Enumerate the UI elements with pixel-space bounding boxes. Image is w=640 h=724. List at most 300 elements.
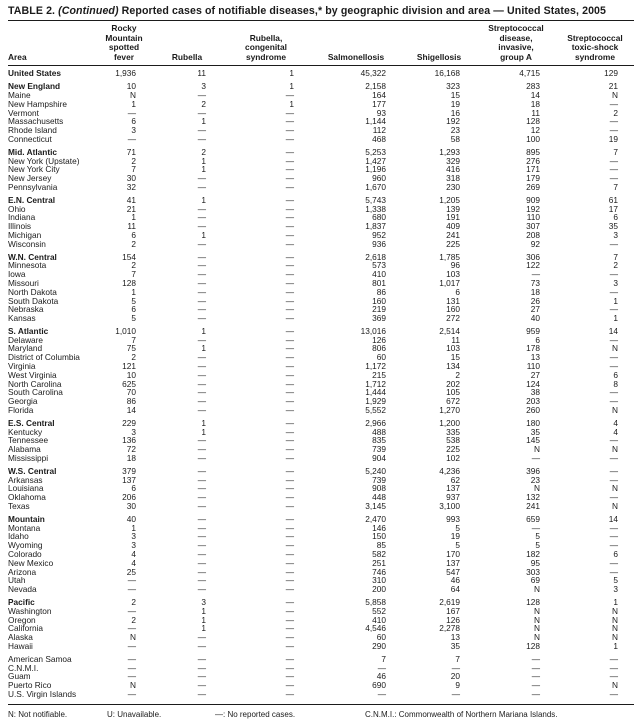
area-cell: Wisconsin [8, 238, 46, 249]
table-row [8, 135, 634, 144]
value-cell-rocky-mountain-spotted-fever: 1 [131, 98, 136, 109]
value-cell-rubella-congenital-syndrome: — [285, 513, 294, 524]
area-cell: Washington [8, 605, 52, 616]
value-cell-streptococcal-disease-invasive-group-a: 69 [530, 575, 540, 586]
table-row [8, 100, 634, 109]
value-cell-streptococcal-toxic-shock-syndrome: 1 [613, 640, 618, 651]
value-cell-rubella: — [197, 501, 206, 512]
value-cell-rubella: — [197, 453, 206, 464]
value-cell-rubella-congenital-syndrome: — [285, 164, 294, 175]
value-cell-rubella-congenital-syndrome: — [285, 352, 294, 363]
value-cell-rubella-congenital-syndrome: — [285, 435, 294, 446]
table-group [8, 651, 634, 704]
value-cell-salmonellosis: 150 [372, 531, 386, 542]
table-row [8, 205, 634, 214]
value-cell-streptococcal-disease-invasive-group-a: 128 [526, 597, 540, 607]
area-cell: United States [8, 68, 62, 79]
value-cell-rubella-congenital-syndrome: — [285, 584, 294, 595]
value-cell-rubella-congenital-syndrome: — [285, 260, 294, 271]
value-cell-rubella: — [197, 640, 206, 651]
area-cell: New York (Upstate) [8, 155, 80, 166]
value-cell-rubella-congenital-syndrome: — [285, 557, 294, 568]
value-cell-rocky-mountain-spotted-fever: 136 [122, 435, 136, 446]
table-row [8, 270, 634, 279]
value-cell-streptococcal-disease-invasive-group-a: 192 [526, 203, 540, 214]
value-cell-streptococcal-disease-invasive-group-a: N [534, 605, 540, 616]
value-cell-shigellosis: 5 [455, 522, 460, 533]
value-cell-shigellosis: 170 [446, 549, 460, 560]
value-cell-streptococcal-disease-invasive-group-a: N [534, 483, 540, 494]
value-cell-rocky-mountain-spotted-fever: — [127, 107, 136, 118]
value-cell-salmonellosis: 60 [376, 352, 386, 363]
value-cell-streptococcal-toxic-shock-syndrome: — [609, 304, 618, 315]
value-cell-rubella-congenital-syndrome: — [285, 417, 294, 428]
value-cell-salmonellosis: 806 [372, 343, 386, 354]
area-cell: Missouri [8, 277, 39, 288]
value-cell-rubella: 1 [201, 194, 206, 205]
table-footnotes [8, 710, 634, 724]
value-cell-shigellosis: 6 [455, 286, 460, 297]
value-cell-rubella: — [197, 221, 206, 232]
value-cell-streptococcal-toxic-shock-syndrome: N [612, 605, 618, 616]
table-row [8, 371, 634, 380]
value-cell-streptococcal-toxic-shock-syndrome: 7 [613, 251, 618, 262]
value-cell-streptococcal-disease-invasive-group-a: — [531, 688, 540, 699]
value-cell-streptococcal-toxic-shock-syndrome: N [612, 501, 618, 512]
value-cell-rocky-mountain-spotted-fever: — [127, 653, 136, 664]
area-cell: Alaska [8, 632, 33, 643]
value-cell-rubella: — [197, 575, 206, 586]
table-group [8, 144, 634, 192]
area-cell: E.N. Central [8, 194, 56, 205]
area-cell: Colorado [8, 549, 42, 560]
area-cell: California [8, 623, 44, 634]
value-cell-streptococcal-toxic-shock-syndrome: 1 [613, 597, 618, 607]
value-cell-salmonellosis: 86 [376, 286, 386, 297]
value-cell-streptococcal-toxic-shock-syndrome: — [609, 435, 618, 446]
value-cell-streptococcal-disease-invasive-group-a: 122 [526, 260, 540, 271]
value-cell-shigellosis: 137 [446, 557, 460, 568]
area-cell: Iowa [8, 269, 26, 280]
value-cell-rocky-mountain-spotted-fever: 32 [126, 181, 136, 192]
table-row [8, 541, 634, 550]
area-cell: U.S. Virgin Islands [8, 688, 77, 699]
value-cell-shigellosis: 318 [446, 173, 460, 184]
table-row [8, 336, 634, 345]
value-cell-shigellosis: 1,017 [439, 277, 460, 288]
value-cell-shigellosis: 225 [446, 238, 460, 249]
value-cell-streptococcal-toxic-shock-syndrome: — [609, 238, 618, 249]
area-cell: West Virginia [8, 369, 57, 380]
value-cell-rocky-mountain-spotted-fever: 1 [131, 286, 136, 297]
value-cell-shigellosis: 46 [450, 575, 460, 586]
value-cell-rocky-mountain-spotted-fever: 2 [131, 155, 136, 166]
value-cell-shigellosis: 409 [446, 221, 460, 232]
value-cell-shigellosis: 96 [450, 260, 460, 271]
value-cell-rubella: — [197, 435, 206, 446]
value-cell-rocky-mountain-spotted-fever: 25 [126, 566, 136, 577]
column-header-rubella-congenital-syndrome: Rubella, congenital syndrome [222, 21, 310, 66]
value-cell-rubella-congenital-syndrome: — [285, 212, 294, 223]
value-cell-salmonellosis: 251 [372, 557, 386, 568]
value-cell-streptococcal-disease-invasive-group-a: 38 [530, 387, 540, 398]
value-cell-streptococcal-disease-invasive-group-a: 4,715 [519, 68, 540, 79]
table-row [8, 493, 634, 502]
value-cell-salmonellosis: 215 [372, 369, 386, 380]
value-cell-rocky-mountain-spotted-fever: 7 [131, 334, 136, 345]
table-row [8, 174, 634, 183]
value-cell-shigellosis: 202 [446, 378, 460, 389]
value-cell-rubella: 1 [201, 325, 206, 336]
value-cell-rocky-mountain-spotted-fever: 4 [131, 549, 136, 560]
value-cell-streptococcal-disease-invasive-group-a: 182 [526, 549, 540, 560]
value-cell-salmonellosis: 1,338 [365, 203, 386, 214]
value-cell-salmonellosis: 2,158 [365, 81, 386, 92]
value-cell-streptococcal-toxic-shock-syndrome: 61 [608, 194, 618, 205]
value-cell-salmonellosis: 801 [372, 277, 386, 288]
area-cell: C.N.M.I. [8, 662, 39, 673]
value-cell-shigellosis: 323 [446, 81, 460, 92]
value-cell-shigellosis: 1,270 [439, 405, 460, 416]
table-group [8, 66, 634, 78]
value-cell-streptococcal-disease-invasive-group-a: 128 [526, 640, 540, 651]
column-header-rocky-mountain-spotted-fever: Rocky Mountain spotted fever [96, 21, 152, 66]
area-cell: Indiana [8, 212, 36, 223]
value-cell-streptococcal-disease-invasive-group-a: N [534, 444, 540, 455]
value-cell-salmonellosis: 1,837 [365, 221, 386, 232]
value-cell-rubella: — [197, 107, 206, 118]
value-cell-salmonellosis: 46 [376, 671, 386, 682]
value-cell-shigellosis: 2,278 [439, 623, 460, 634]
value-cell-rubella-congenital-syndrome: — [285, 181, 294, 192]
value-cell-rocky-mountain-spotted-fever: 1 [131, 522, 136, 533]
value-cell-streptococcal-disease-invasive-group-a: N [534, 623, 540, 634]
table-header [8, 21, 634, 66]
value-cell-shigellosis: 1,200 [439, 417, 460, 428]
area-cell: Nebraska [8, 304, 44, 315]
value-cell-rocky-mountain-spotted-fever: 1 [131, 212, 136, 223]
value-cell-streptococcal-toxic-shock-syndrome: 2 [613, 107, 618, 118]
area-cell: South Dakota [8, 295, 59, 306]
value-cell-streptococcal-toxic-shock-syndrome: 6 [613, 549, 618, 560]
value-cell-rocky-mountain-spotted-fever: 7 [131, 269, 136, 280]
value-cell-streptococcal-toxic-shock-syndrome: — [609, 387, 618, 398]
value-cell-rocky-mountain-spotted-fever: 40 [126, 513, 136, 524]
value-cell-streptococcal-disease-invasive-group-a: 895 [526, 146, 540, 157]
table-group [8, 415, 634, 463]
value-cell-rubella: 1 [201, 426, 206, 437]
value-cell-rubella-congenital-syndrome: — [285, 405, 294, 416]
table-title-prefix: TABLE 2. [8, 5, 56, 17]
value-cell-streptococcal-disease-invasive-group-a: 95 [530, 557, 540, 568]
value-cell-streptococcal-disease-invasive-group-a: 26 [530, 295, 540, 306]
value-cell-salmonellosis: 13,016 [360, 325, 386, 336]
table-row [8, 305, 634, 314]
area-cell: Delaware [8, 334, 44, 345]
value-cell-rubella-congenital-syndrome: — [285, 632, 294, 643]
value-cell-rubella: — [197, 396, 206, 407]
value-cell-streptococcal-disease-invasive-group-a: 124 [526, 378, 540, 389]
value-cell-rocky-mountain-spotted-fever: 4 [131, 557, 136, 568]
value-cell-shigellosis: 131 [446, 295, 460, 306]
value-cell-salmonellosis: 1,144 [365, 116, 386, 127]
value-cell-shigellosis: 102 [446, 453, 460, 464]
value-cell-rubella-congenital-syndrome: — [285, 614, 294, 625]
area-cell: Hawaii [8, 640, 33, 651]
value-cell-salmonellosis: 219 [372, 304, 386, 315]
value-cell-rubella: 3 [201, 597, 206, 607]
value-cell-shigellosis: 272 [446, 313, 460, 324]
value-cell-rocky-mountain-spotted-fever: 6 [131, 229, 136, 240]
value-cell-streptococcal-disease-invasive-group-a: 208 [526, 229, 540, 240]
value-cell-streptococcal-disease-invasive-group-a: 269 [526, 181, 540, 192]
value-cell-salmonellosis: 2,470 [365, 513, 386, 524]
area-cell: Illinois [8, 221, 32, 232]
value-cell-salmonellosis: 552 [372, 605, 386, 616]
value-cell-streptococcal-toxic-shock-syndrome: 3 [613, 229, 618, 240]
value-cell-rocky-mountain-spotted-fever: 3 [131, 125, 136, 136]
value-cell-shigellosis: 16 [450, 107, 460, 118]
area-cell: Utah [8, 575, 26, 586]
value-cell-rocky-mountain-spotted-fever: 1,936 [115, 68, 136, 79]
area-cell: Alabama [8, 444, 41, 455]
value-cell-rubella: — [197, 465, 206, 476]
value-cell-rubella: — [197, 251, 206, 262]
area-cell: Ohio [8, 203, 26, 214]
value-cell-rocky-mountain-spotted-fever: N [130, 89, 136, 100]
table-row [8, 323, 634, 336]
value-cell-streptococcal-toxic-shock-syndrome: — [609, 98, 618, 109]
value-cell-rubella-congenital-syndrome: — [285, 575, 294, 586]
value-cell-rocky-mountain-spotted-fever: 229 [122, 417, 136, 428]
area-cell: Kentucky [8, 426, 43, 437]
value-cell-rubella-congenital-syndrome: — [285, 474, 294, 485]
value-cell-streptococcal-toxic-shock-syndrome: 1 [613, 313, 618, 324]
value-cell-streptococcal-toxic-shock-syndrome: 14 [608, 513, 618, 524]
value-cell-rubella: 1 [201, 155, 206, 166]
value-cell-streptococcal-disease-invasive-group-a: 13 [530, 352, 540, 363]
value-cell-salmonellosis: 1,427 [365, 155, 386, 166]
value-cell-rubella-congenital-syndrome: — [285, 221, 294, 232]
value-cell-rocky-mountain-spotted-fever: 75 [126, 343, 136, 354]
table-row [8, 126, 634, 135]
value-cell-shigellosis: 993 [446, 513, 460, 524]
value-cell-streptococcal-disease-invasive-group-a: 128 [526, 116, 540, 127]
value-cell-rubella: — [197, 584, 206, 595]
value-cell-rubella-congenital-syndrome: — [285, 465, 294, 476]
value-cell-rubella: — [197, 269, 206, 280]
value-cell-rubella-congenital-syndrome: — [285, 238, 294, 249]
table-row [8, 436, 634, 445]
value-cell-rubella: — [197, 173, 206, 184]
table-group [8, 249, 634, 323]
value-cell-rocky-mountain-spotted-fever: 6 [131, 483, 136, 494]
value-cell-rubella: 1 [201, 116, 206, 127]
value-cell-streptococcal-disease-invasive-group-a: 909 [526, 194, 540, 205]
table-row [8, 511, 634, 524]
value-cell-rubella: — [197, 540, 206, 551]
table-row [8, 222, 634, 231]
table-row [8, 502, 634, 511]
value-cell-streptococcal-toxic-shock-syndrome: — [609, 662, 618, 673]
area-cell: S. Atlantic [8, 325, 49, 336]
value-cell-streptococcal-disease-invasive-group-a: 5 [535, 540, 540, 551]
value-cell-shigellosis: 13 [450, 632, 460, 643]
value-cell-rocky-mountain-spotted-fever: 30 [126, 501, 136, 512]
table-row [8, 192, 634, 205]
value-cell-rubella-congenital-syndrome: — [285, 680, 294, 691]
value-cell-rocky-mountain-spotted-fever: — [127, 133, 136, 144]
value-cell-streptococcal-toxic-shock-syndrome: 6 [613, 369, 618, 380]
value-cell-streptococcal-disease-invasive-group-a: 23 [530, 474, 540, 485]
value-cell-rubella-congenital-syndrome: — [285, 251, 294, 262]
value-cell-rocky-mountain-spotted-fever: 379 [122, 465, 136, 476]
area-cell: American Samoa [8, 653, 72, 664]
value-cell-rubella-congenital-syndrome: — [285, 155, 294, 166]
value-cell-shigellosis: 547 [446, 566, 460, 577]
value-cell-rubella-congenital-syndrome: — [285, 396, 294, 407]
value-cell-shigellosis: 16,168 [434, 68, 460, 79]
value-cell-rocky-mountain-spotted-fever: 14 [126, 405, 136, 416]
column-header-area: Area [8, 21, 96, 66]
footnote-unavailable: U: Unavailable. [107, 709, 162, 719]
value-cell-salmonellosis: 936 [372, 238, 386, 249]
value-cell-salmonellosis: 582 [372, 549, 386, 560]
value-cell-rubella-congenital-syndrome: — [285, 194, 294, 205]
value-cell-streptococcal-toxic-shock-syndrome: 3 [613, 584, 618, 595]
value-cell-rubella-congenital-syndrome: — [285, 492, 294, 503]
value-cell-rocky-mountain-spotted-fever: — [127, 688, 136, 699]
value-cell-streptococcal-disease-invasive-group-a: N [534, 614, 540, 625]
value-cell-rubella: — [197, 89, 206, 100]
value-cell-shigellosis: 64 [450, 584, 460, 595]
value-cell-streptococcal-disease-invasive-group-a: — [531, 671, 540, 682]
area-cell: Mississippi [8, 453, 49, 464]
value-cell-streptococcal-toxic-shock-syndrome: N [612, 343, 618, 354]
value-cell-streptococcal-toxic-shock-syndrome: 17 [608, 203, 618, 214]
value-cell-streptococcal-disease-invasive-group-a: — [531, 680, 540, 691]
value-cell-shigellosis: 9 [455, 680, 460, 691]
value-cell-rocky-mountain-spotted-fever: 2 [131, 614, 136, 625]
area-cell: New York City [8, 164, 60, 175]
value-cell-salmonellosis: 960 [372, 173, 386, 184]
table-row [8, 484, 634, 493]
value-cell-streptococcal-toxic-shock-syndrome: N [612, 614, 618, 625]
value-cell-rubella-congenital-syndrome: — [285, 453, 294, 464]
value-cell-salmonellosis: 310 [372, 575, 386, 586]
value-cell-rubella: 1 [201, 229, 206, 240]
value-cell-streptococcal-toxic-shock-syndrome: — [609, 492, 618, 503]
value-cell-rubella: 11 [197, 68, 206, 79]
area-cell: Minnesota [8, 260, 47, 271]
column-header-streptococcal-toxic-shock-syndrome: Streptococcal toxic-shock syndrome [556, 21, 634, 66]
value-cell-rocky-mountain-spotted-fever: 3 [131, 426, 136, 437]
area-cell: New Jersey [8, 173, 52, 184]
value-cell-rocky-mountain-spotted-fever: 10 [126, 369, 136, 380]
value-cell-salmonellosis: 488 [372, 426, 386, 437]
value-cell-rocky-mountain-spotted-fever: 5 [131, 313, 136, 324]
value-cell-rubella-congenital-syndrome: — [285, 597, 294, 607]
value-cell-shigellosis: 126 [446, 614, 460, 625]
value-cell-salmonellosis: 573 [372, 260, 386, 271]
value-cell-salmonellosis: 2,966 [365, 417, 386, 428]
table-row [8, 117, 634, 126]
value-cell-shigellosis: 134 [446, 361, 460, 372]
value-cell-rubella-congenital-syndrome: — [285, 125, 294, 136]
value-cell-rubella: — [197, 277, 206, 288]
value-cell-rubella-congenital-syndrome: — [285, 444, 294, 455]
value-cell-shigellosis: 191 [446, 212, 460, 223]
value-cell-rubella: — [197, 260, 206, 271]
value-cell-rocky-mountain-spotted-fever: — [127, 662, 136, 673]
value-cell-streptococcal-toxic-shock-syndrome: — [609, 557, 618, 568]
value-cell-streptococcal-toxic-shock-syndrome: — [609, 361, 618, 372]
value-cell-streptococcal-toxic-shock-syndrome: — [609, 396, 618, 407]
value-cell-rubella-congenital-syndrome: — [285, 501, 294, 512]
value-cell-rocky-mountain-spotted-fever: — [127, 584, 136, 595]
value-cell-rocky-mountain-spotted-fever: 10 [126, 81, 136, 92]
value-cell-streptococcal-disease-invasive-group-a: 306 [526, 251, 540, 262]
value-cell-rocky-mountain-spotted-fever: 11 [127, 221, 136, 232]
value-cell-streptococcal-toxic-shock-syndrome: 21 [608, 81, 618, 92]
value-cell-rubella-congenital-syndrome: — [285, 116, 294, 127]
value-cell-rubella: 1 [201, 417, 206, 428]
column-header-streptococcal-disease-invasive-group-a: Streptococcal disease, invasive, group A [476, 21, 556, 66]
value-cell-rubella: — [197, 549, 206, 560]
value-cell-salmonellosis: 3,145 [365, 501, 386, 512]
value-cell-rocky-mountain-spotted-fever: 41 [126, 194, 136, 205]
value-cell-rubella: 1 [201, 614, 206, 625]
table-row [8, 633, 634, 642]
value-cell-shigellosis: 329 [446, 155, 460, 166]
value-cell-streptococcal-disease-invasive-group-a: 145 [526, 435, 540, 446]
value-cell-rubella-congenital-syndrome: — [285, 133, 294, 144]
value-cell-rocky-mountain-spotted-fever: 86 [126, 396, 136, 407]
table-row [8, 559, 634, 568]
value-cell-salmonellosis: 1,444 [365, 387, 386, 398]
value-cell-streptococcal-disease-invasive-group-a: 180 [526, 417, 540, 428]
value-cell-shigellosis: 672 [446, 396, 460, 407]
value-cell-salmonellosis: 835 [372, 435, 386, 446]
value-cell-streptococcal-disease-invasive-group-a: 92 [530, 238, 540, 249]
value-cell-rubella: — [197, 557, 206, 568]
value-cell-rubella: — [197, 378, 206, 389]
value-cell-rubella: — [197, 688, 206, 699]
area-cell: Florida [8, 405, 34, 416]
table-row [8, 428, 634, 437]
value-cell-streptococcal-toxic-shock-syndrome: 5 [613, 575, 618, 586]
table-row [8, 388, 634, 397]
area-cell: W.S. Central [8, 465, 57, 476]
table-row [8, 664, 634, 673]
value-cell-salmonellosis: 1,712 [365, 378, 386, 389]
value-cell-rubella-congenital-syndrome: 1 [289, 68, 294, 79]
value-cell-shigellosis: 167 [446, 605, 460, 616]
value-cell-rubella-congenital-syndrome: — [285, 387, 294, 398]
value-cell-rubella-congenital-syndrome: — [285, 566, 294, 577]
value-cell-streptococcal-toxic-shock-syndrome: — [609, 522, 618, 533]
value-cell-rubella-congenital-syndrome: — [285, 483, 294, 494]
value-cell-salmonellosis: 200 [372, 584, 386, 595]
area-cell: Virginia [8, 361, 36, 372]
value-cell-shigellosis: 23 [450, 125, 460, 136]
value-cell-salmonellosis: 1,196 [365, 164, 386, 175]
value-cell-shigellosis: 2 [455, 369, 460, 380]
value-cell-rubella: — [197, 334, 206, 345]
value-cell-salmonellosis: 952 [372, 229, 386, 240]
value-cell-shigellosis: 1,785 [439, 251, 460, 262]
value-cell-shigellosis: 15 [450, 352, 460, 363]
